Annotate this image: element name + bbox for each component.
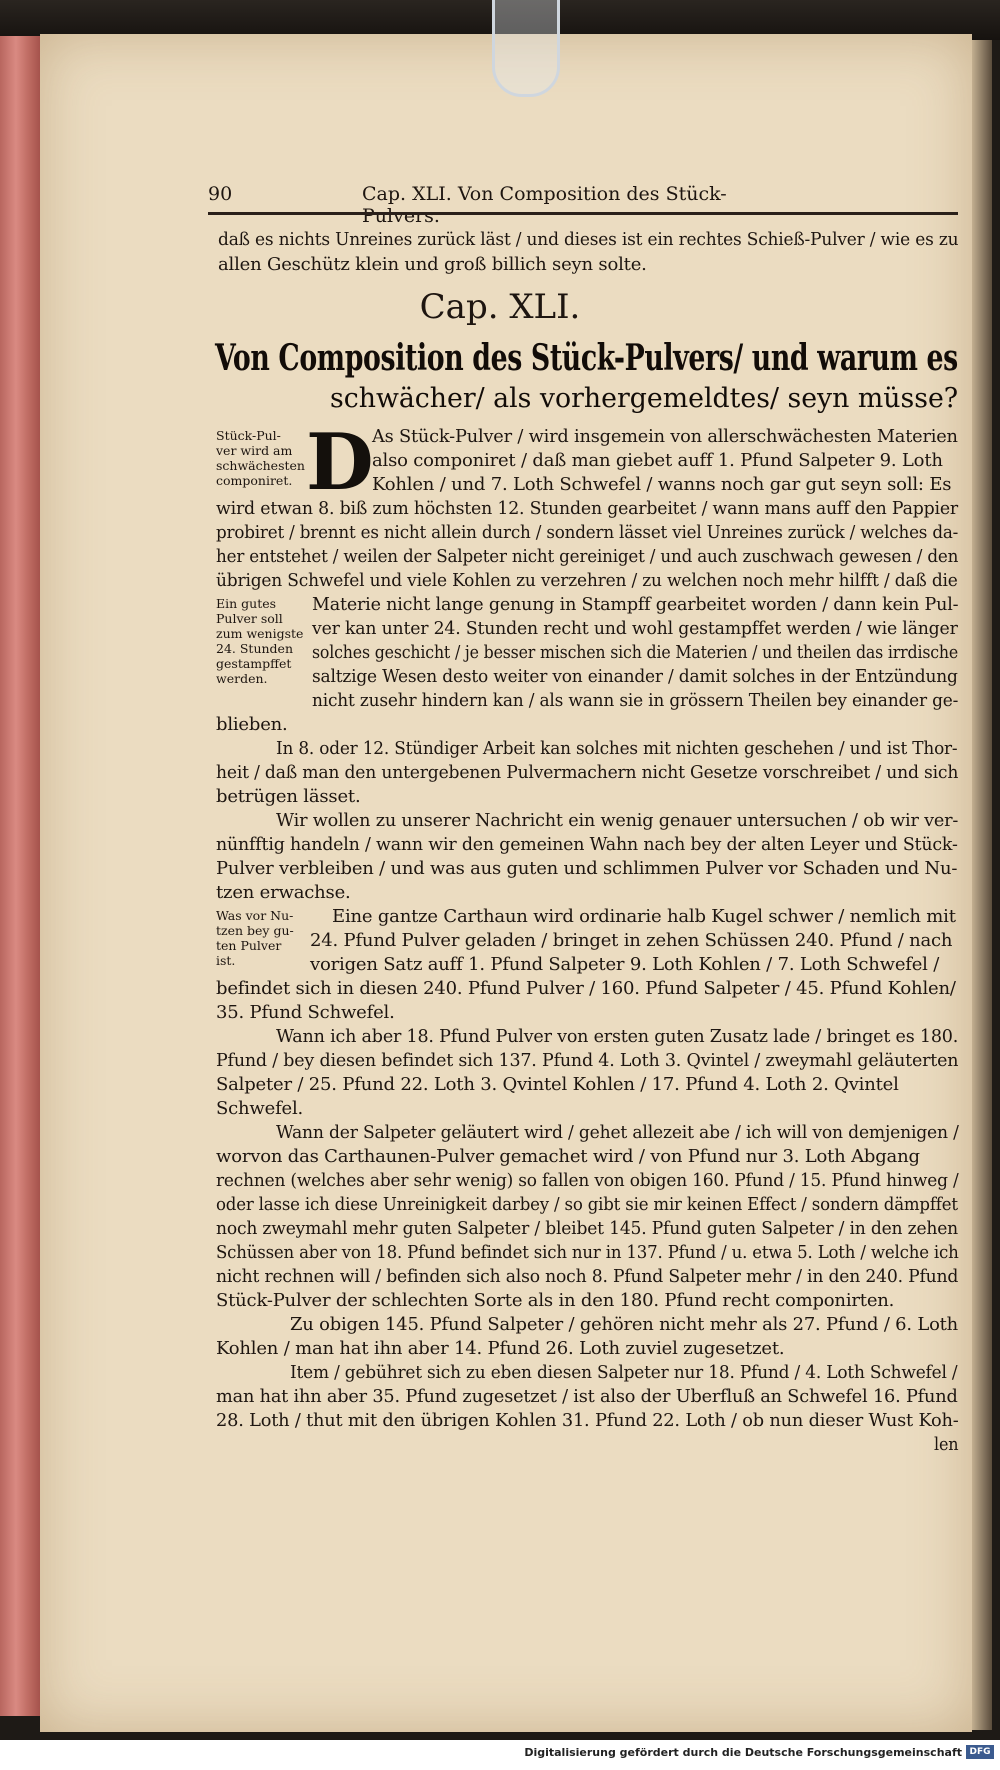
text-line: vorigen Satz auff 1. Pfund Salpeter 9. Loth Kohlen / 7. Loth Schwefel / [310,954,940,975]
marginal-note [216,428,305,488]
text-line: 28. Loth / thut mit den übrigen Kohlen 31. Pfund 22. Loth / ob nun dieser Wust Koh- [216,1410,959,1431]
text-line: worvon das Carthaunen-Pulver gemachet wird / von Pfund nur 3. Loth Abgang [216,1146,920,1167]
note-line: componiret. [216,473,293,488]
text-line: oder lasse ich diese Unreinigkeit darbey / so gibt sie mir keinen Effect / sondern dämpffet [216,1194,958,1215]
header-rule [208,212,958,215]
note-line: gestampffet [216,656,292,671]
text-line: 24. Pfund Pulver geladen / bringet in zehen Schüssen 240. Pfund / nach [310,930,953,951]
text-line: betrügen lässet. [216,786,361,807]
text-line: Schüssen aber von 18. Pfund befindet sich nur in 137. Pfund / u. etwa 5. Loth / welche ich [216,1242,959,1263]
note-line: zum wenigste [216,626,304,641]
chapter-number: Cap. XLI. [419,287,581,327]
text-line: probiret / brennt es nicht allein durch / sondern lässet viel Unreines zurück / welches da- [216,522,959,543]
note-line: Pulver soll [216,611,283,626]
text-line: Wann ich aber 18. Pfund Pulver von ersten guten Zusatz lade / bringet es 180. [276,1026,959,1047]
running-head: Cap. XLI. Von Composition des Stück-Pulvers. [362,183,727,227]
text-line: tzen erwachse. [216,882,351,903]
text-line: Pfund / bey diesen befindet sich 137. Pfund 4. Loth 3. Qvintel / zweymahl geläuterten [216,1050,959,1071]
text-line: Kohlen / und 7. Loth Schwefel / wanns noch gar gut seyn soll: Es [372,474,952,495]
note-line: 24. Stunden [216,641,293,656]
text-line: übrigen Schwefel und viele Kohlen zu verzehren / zu welchen noch mehr hilfft / daß die [216,570,958,591]
text-line: Schwefel. [216,1098,304,1119]
text-line: 35. Pfund Schwefel. [216,1002,395,1023]
text-line: Salpeter / 25. Pfund 22. Loth 3. Qvintel Kohlen / 17. Pfund 4. Loth 2. Qvintel [216,1074,899,1095]
footer-bar [0,1740,1000,1770]
catchword: len [934,1434,959,1455]
text-line: As Stück-Pulver / wird insgemein von allerschwächesten Materien [372,426,958,447]
text-line: nicht zusehr hindern kan / als wann sie in grössern Theilen bey einander ge- [312,690,959,711]
text-line: noch zweymahl mehr guten Salpeter / bleibet 145. Pfund guten Salpeter / in den zehen [216,1218,959,1239]
text-line: Zu obigen 145. Pfund Salpeter / gehören nicht mehr als 27. Pfund / 6. Loth [290,1314,959,1335]
text-line: Wann der Salpeter geläutert wird / gehet allezeit abe / ich will von demjenigen / [276,1122,959,1143]
marginal-note [216,908,294,968]
text-line: man hat ihn aber 35. Pfund zugesetzet / ist also der Uberfluß an Schwefel 16. Pfund [216,1386,958,1407]
text-line: Eine gantze Carthaun wird ordinarie halb Kugel schwer / nemlich mit [332,906,956,927]
dfg-logo: DFG [966,1745,994,1759]
note-line: tzen bey gu- [216,923,294,938]
marginal-note [216,596,303,686]
note-line: Was vor Nu- [216,908,294,923]
text-line: daß es nichts Unreines zurück läst / und dieses ist ein rechtes Schieß-Pulver / wie es zu [218,229,959,250]
digitization-credit: Digitalisierung gefördert durch die Deutsche Forschungsgemeinschaft [524,1746,962,1759]
note-line: ist. [216,953,236,968]
text-line: also componiret / daß man giebet auff 1. Pfund Salpeter 9. Loth [372,450,943,471]
text-line: heit / daß man den untergebenen Pulvermachern nicht Gesetze vorschreibet / und sich [216,762,959,783]
text-line: Pulver verbleiben / und was aus guten und schlimmen Pulver vor Schaden und Nu- [216,858,958,879]
text-line: solches geschicht / je besser mischen sich die Materien / und theilen das irrdische [312,642,959,663]
chapter-subtitle: schwächer/ als vorhergemeldtes/ seyn müsse? [330,383,959,414]
text-line: nicht rechnen will / befinden sich also noch 8. Pfund Salpeter mehr / in den 240. Pfund [216,1266,959,1287]
page-clip [492,0,560,97]
text-line: Kohlen / man hat ihn aber 14. Pfund 26. Loth zuviel zugesetzet. [216,1338,785,1359]
text-line: befindet sich in diesen 240. Pfund Pulver / 160. Pfund Salpeter / 45. Pfund Kohlen/ [216,978,956,999]
drop-cap: D [306,417,374,508]
text-line: wird etwan 8. biß zum höchsten 12. Stunden gearbeitet / wann mans auff den Pappier [216,498,958,519]
note-line: Ein gutes [216,596,277,611]
text-line: blieben. [216,714,288,735]
text-line: In 8. oder 12. Stündiger Arbeit kan solches mit nichten geschehen / und ist Thor- [276,738,958,759]
text-line: Wir wollen zu unserer Nachricht ein wenig genauer untersuchen / ob wir ver- [276,810,959,831]
note-line: schwächesten [216,458,305,473]
text-line: ver kan unter 24. Stunden recht und wohl gestampffet werden / wie länger [312,618,958,639]
text-line: Item / gebühret sich zu eben diesen Salpeter nur 18. Pfund / 4. Loth Schwefel / [290,1362,958,1383]
note-line: Stück-Pul- [216,428,281,443]
text-line: nünfftig handeln / wann wir den gemeinen Wahn nach bey der alten Leyer und Stück- [216,834,958,855]
text-line: rechnen (welches aber sehr wenig) so fallen von obigen 160. Pfund / 15. Pfund hinweg / [216,1170,959,1191]
note-line: ten Pulver [216,938,282,953]
note-line: werden. [216,671,268,686]
text-line: her entstehet / weilen der Salpeter nicht gereiniget / und auch zuschwach gewesen / den [216,546,959,567]
text-line: Stück-Pulver der schlechten Sorte als in den 180. Pfund recht componirten. [216,1290,895,1311]
text-line: allen Geschütz klein und groß billich seyn solte. [218,254,647,275]
text-line: Materie nicht lange genung in Stampff gearbeitet worden / dann kein Pul- [312,594,959,615]
text-line: saltzige Wesen desto weiter von einander / damit solches in der Entzündung [312,666,958,687]
note-line: ver wird am [216,443,293,458]
page-number: 90 [208,183,233,205]
chapter-title: Von Composition des Stück-Pulvers/ und warum es [215,337,958,379]
